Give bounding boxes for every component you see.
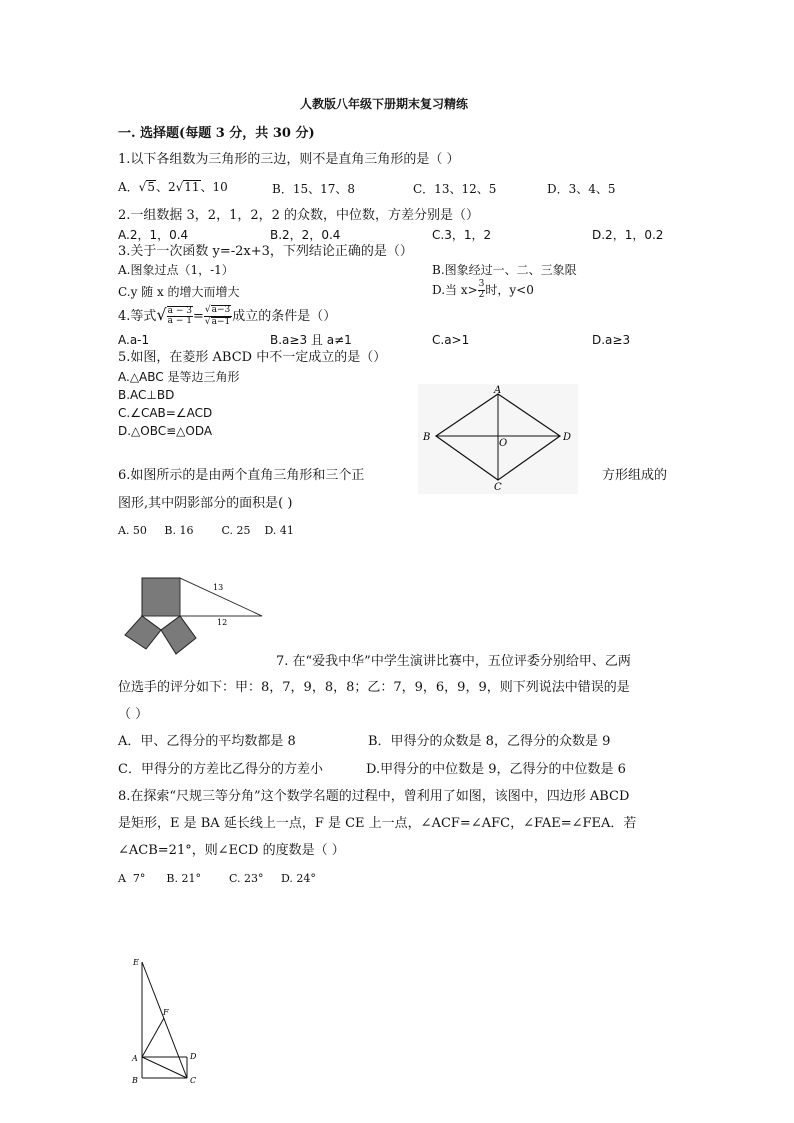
q4-denominator-2: √a−1 — [204, 316, 231, 327]
q5-option-a: A.△ABC 是等边三角形 — [118, 370, 240, 384]
q1-option-d: D．3、4、5 — [547, 182, 616, 196]
q7-line2: 位选手的评分如下：甲：8，7，9，8，8；乙：7，9，6，9，9，则下列说法中错误的是 — [118, 680, 630, 695]
right-shaded-square — [161, 616, 196, 654]
q1-a-radicand-2: 11 — [184, 180, 200, 194]
q2-option-a: A.2，1，0.4 — [118, 228, 189, 242]
q3-d-post: 时，y<0 — [485, 282, 534, 297]
q7-option-d: D.甲得分的中位数是 9，乙得分的中位数是 6 — [366, 762, 626, 777]
q3-d-denominator: 2 — [478, 289, 485, 300]
section-heading: 一. 选择题(每题 3 分，共 30 分) — [118, 126, 315, 141]
q3-option-a: A.图象过点（1，-1） — [118, 263, 234, 277]
q2-option-b: B.2，2，0.4 — [270, 228, 341, 242]
q4-fraction-2 — [204, 305, 232, 328]
label-a: A — [132, 1054, 138, 1063]
q8-options: A 7° B. 21° C. 23° D. 24° — [118, 872, 316, 885]
q4-numerator-2-radicand: a−3 — [211, 305, 231, 315]
q2-stem: 2.一组数据 3，2，1，2，2 的众数，中位数，方差分别是（） — [118, 208, 480, 223]
label-c: C — [494, 482, 502, 493]
q3-option-b: B.图象经过一、二、三象限 — [432, 263, 577, 277]
q4-pre: 4.等式 — [118, 308, 157, 324]
q4-numerator-2: √a−3 — [204, 305, 231, 315]
q1-option-a: A．√5、2√11、10 — [118, 180, 228, 194]
label-b: B — [423, 432, 431, 443]
q8-line3: ∠ACB=21°，则∠ECD 的度数是（ ） — [118, 843, 345, 858]
q4-option-a: A.a-1 — [118, 333, 150, 347]
q4-denominator-2-radicand: a−1 — [211, 316, 231, 327]
q7-line1: 7. 在“爱我中华”中学生演讲比赛中，五位评委分别给甲、乙两 — [276, 654, 631, 669]
q1-a-radicand-1: 5 — [147, 180, 155, 194]
q6-line2: 图形,其中阴影部分的面积是( ) — [118, 496, 293, 511]
q4-stem: 4.等式√ $\frac{a - 3}{a - 1}$ = $\frac{√a-3}{√a-1}$ 成立的条件是（） — [118, 304, 337, 327]
left-shaded-square — [125, 616, 161, 649]
label-o: O — [499, 438, 508, 449]
label-a: A — [494, 385, 502, 396]
q7-line3: （ ） — [118, 707, 149, 722]
q4-option-c: C.a>1 — [432, 333, 470, 347]
q3-d-pre: D.当 x> — [432, 282, 478, 297]
q4-option-d: D.a≥3 — [592, 333, 631, 347]
q6-line1a: 6.如图所示的是由两个直角三角形和三个正 — [118, 468, 365, 483]
label-12: 12 — [217, 618, 228, 627]
squares-triangles-figure — [118, 572, 268, 662]
q6-line1b: 方形组成的 — [602, 468, 668, 483]
q8-line2: 是矩形，E 是 BA 延长线上一点，F 是 CE 上一点，∠ACF=∠AFC，∠FAE=∠FEA．若 — [118, 816, 637, 831]
q4-equals: = — [192, 308, 204, 324]
line-af — [142, 1018, 164, 1057]
q5-stem: 5.如图，在菱形 ABCD 中不一定成立的是（） — [118, 350, 387, 365]
q5-option-b: B.AC⊥BD — [118, 388, 175, 402]
q7-option-b: B．甲得分的众数是 8，乙得分的众数是 9 — [368, 734, 611, 749]
q4-numerator-1: a − 3 — [167, 305, 192, 316]
q3-d-numerator: 3 — [478, 279, 485, 289]
q3-option-c: C.y 随 x 的增大而增大 — [118, 285, 240, 299]
q2-option-c: C.3，1，2 — [432, 228, 492, 242]
label-e: E — [133, 958, 139, 967]
q7-option-a: A．甲、乙得分的平均数都是 8 — [118, 734, 296, 749]
q8-line1: 8.在探索“尺规三等分角”这个数学名题的过程中，曾利用了如图，该图中，四边形 ABCD — [118, 789, 630, 804]
label-c: C — [190, 1076, 197, 1085]
q1-a-suffix: 、10 — [200, 180, 228, 194]
q1-option-b: B．15、17、8 — [272, 182, 355, 196]
q5-option-d: D.△OBC≌△ODA — [118, 424, 213, 438]
label-b: B — [132, 1076, 138, 1085]
top-shaded-square — [142, 578, 180, 616]
label-13: 13 — [213, 583, 224, 592]
q3-option-d — [432, 280, 534, 301]
q1-a-mid: 、2 — [155, 180, 176, 194]
label-f: F — [163, 1008, 169, 1017]
q7-option-c: C．甲得分的方差比乙得分的方差小 — [118, 762, 323, 777]
rhombus-figure — [418, 384, 578, 494]
label-d: D — [190, 1052, 197, 1061]
q4-denominator-1: a − 1 — [167, 316, 192, 327]
q1-stem: 1.以下各组数为三角形的三边，则不是直角三角形的是（ ） — [118, 152, 460, 167]
trisection-figure — [128, 952, 204, 1092]
q2-option-d: D.2，1，0.2 — [592, 228, 664, 242]
q4-post: 成立的条件是（） — [232, 308, 337, 324]
label-d: D — [563, 432, 572, 443]
q1-option-c: C．13、12、5 — [413, 182, 497, 196]
q6-options: A. 50 B. 16 C. 25 D. 41 — [118, 524, 294, 537]
q1-a-prefix: A． — [118, 180, 139, 194]
q4-option-b: B.a≥3 且 a≠1 — [270, 333, 352, 347]
q3-stem: 3.关于一次函数 y=-2x+3，下列结论正确的是（） — [118, 244, 413, 259]
q5-option-c: C.∠CAB=∠ACD — [118, 406, 213, 420]
q4-fraction-1 — [167, 306, 193, 328]
document-title: 人教版八年级下册期末复习精练 — [300, 97, 469, 111]
